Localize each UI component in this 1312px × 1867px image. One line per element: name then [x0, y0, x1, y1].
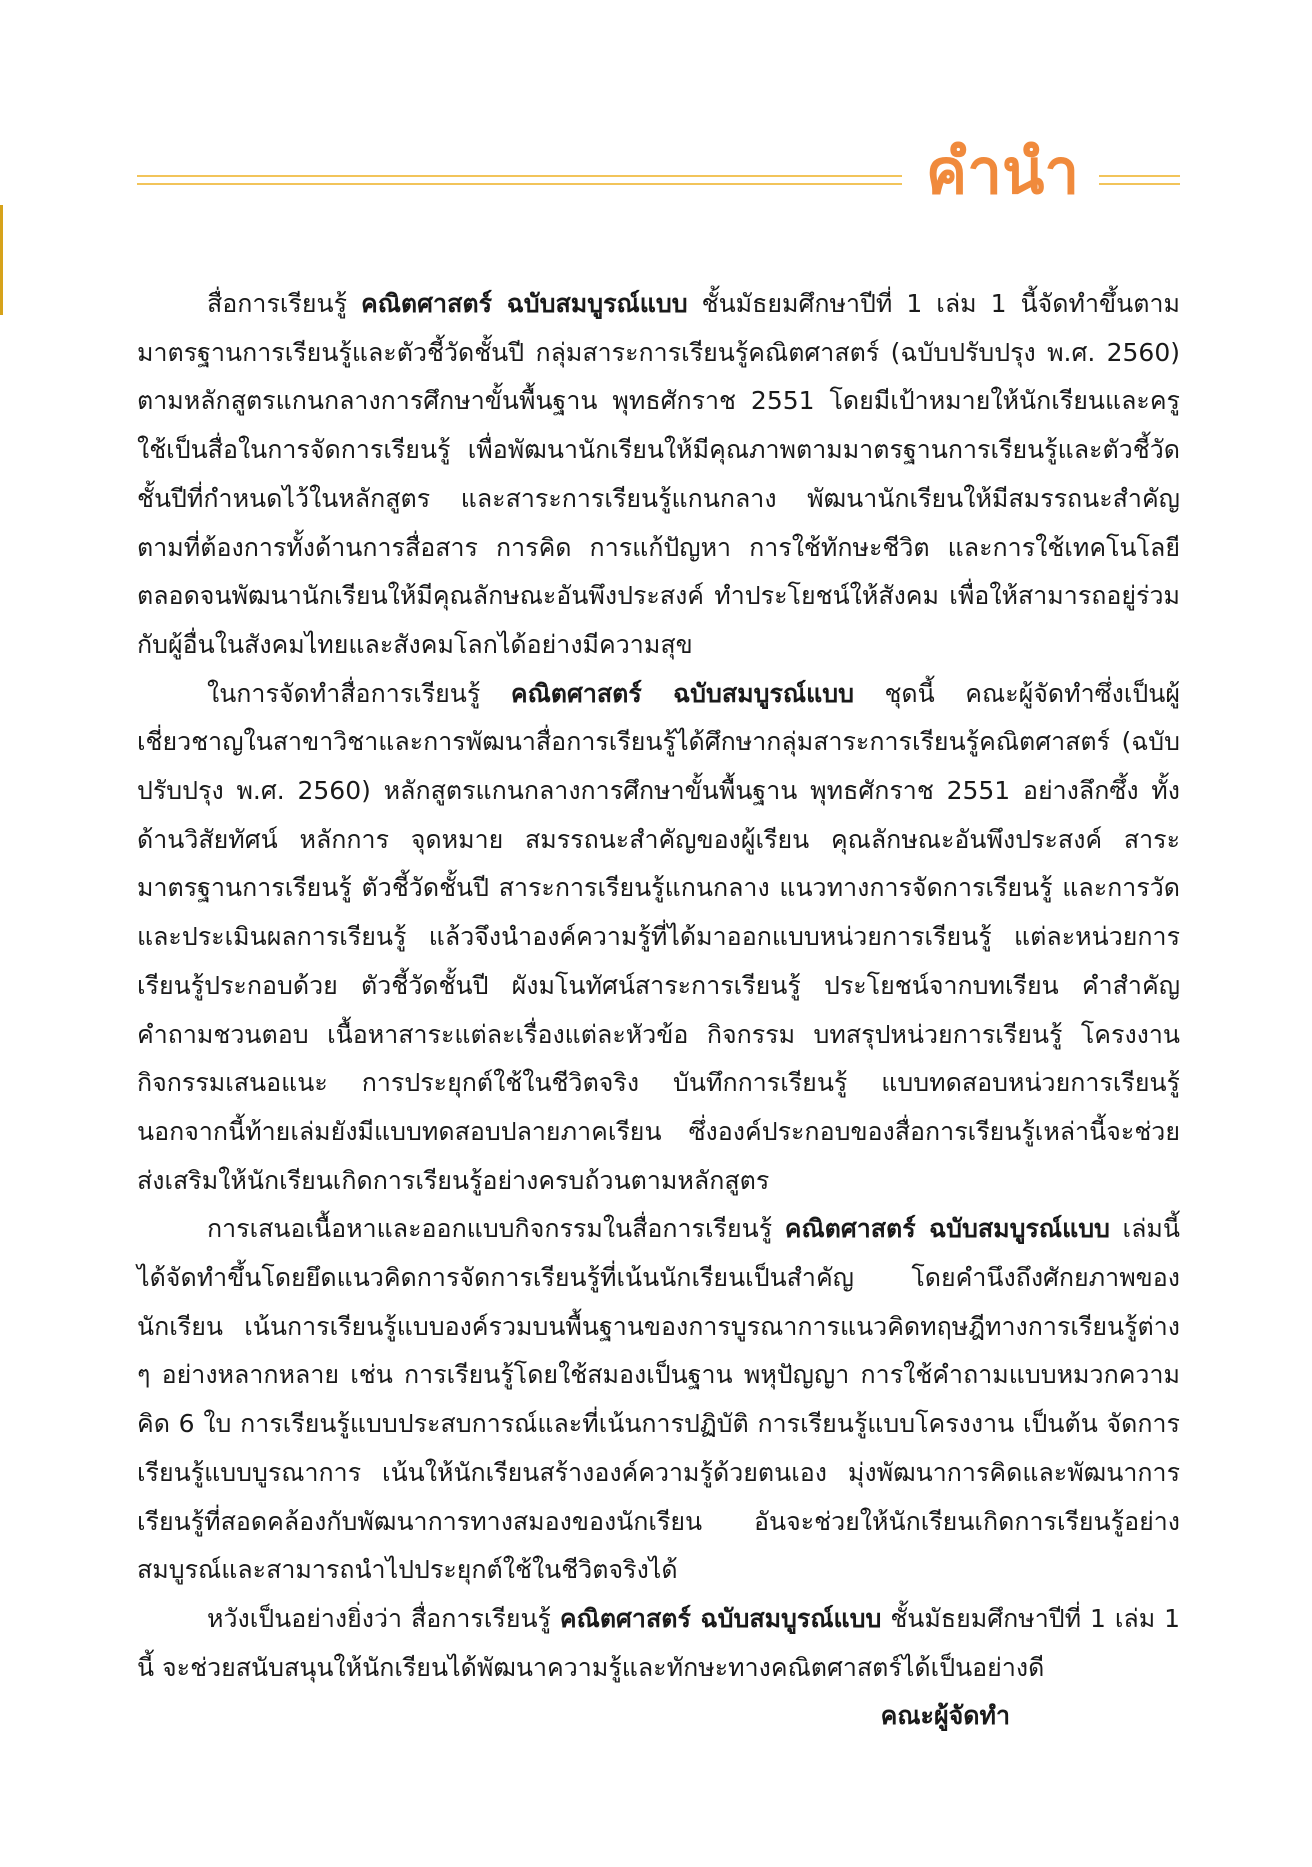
paragraph-4-intro: หวังเป็นอย่างยิ่งว่า สื่อการเรียนรู้ [207, 1603, 560, 1633]
paragraph-2-book-title: คณิตศาสตร์ ฉบับสมบูรณ์แบบ [510, 678, 854, 708]
paragraph-4-book-title: คณิตศาสตร์ ฉบับสมบูรณ์แบบ [559, 1603, 882, 1633]
paragraph-4 [137, 1595, 1180, 1692]
author-signature: คณะผู้จัดทำ [880, 1701, 1010, 1730]
paragraph-3-book-title: คณิตศาสตร์ ฉบับสมบูรณ์แบบ [784, 1214, 1110, 1244]
paragraph-3-text: เล่มนี้ ได้จัดทำขึ้นโดยยึดแนวคิดการจัดการเรียนรู้ที่เน้นนักเรียนเป็นสำคัญ โดยคำนึงถึงศักยภาพของนักเรียน เน้นการเรียนรู้แบบองค์รวมบนพื้นฐานของการบูรณาการแนวคิดทฤษฎีทางการเรียนรู้ต่าง ๆ อย่างหลากหลาย เช่น การเรียนรู้โดยใช้สมองเป็นฐาน พหุปัญญา การใช้คำถามแบบหมวกความคิด 6 ใบ การเรียนรู้แบบประสบการณ์และที่เน้นการปฏิบัติ การเรียนรู้แบบโครงงาน เป็นต้น จัดการเรียนรู้แบบบูรณาการ เน้นให้นักเรียนสร้างองค์ความรู้ด้วยตนเอง มุ่งพัฒนาการคิดและพัฒนาการเรียนรู้ที่สอดคล้องกับพัฒนาการทางสมองของนักเรียน อันจะช่วยให้นักเรียนเกิดการเรียนรู้อย่างสมบูรณ์และสามารถนำไปประยุกต์ใช้ในชีวิตจริงได้ [137, 1214, 1180, 1585]
paragraph-3-intro: การเสนอเนื้อหาและออกแบบกิจกรรมในสื่อการเรียนรู้ [207, 1214, 785, 1244]
paragraph-3 [137, 1205, 1180, 1595]
title-rule-left [137, 175, 902, 185]
preface-body [137, 280, 1180, 1692]
paragraph-4-text: ชั้นมัธยมศึกษาปีที่ 1 เล่ม 1 นี้ จะช่วยสนับสนุนให้นักเรียนได้พัฒนาความรู้และทักษะทางคณิตศาสตร์ได้เป็นอย่างดี [137, 1603, 1180, 1682]
title-rule-right [1099, 175, 1180, 185]
paragraph-1-intro: สื่อการเรียนรู้ [207, 289, 362, 318]
page-header [137, 120, 1180, 230]
page-title: คำนำ [925, 135, 1080, 208]
paragraph-1 [137, 280, 1180, 670]
page-edge-mark [0, 205, 3, 315]
paragraph-2 [137, 670, 1180, 1206]
paragraph-1-book-title: คณิตศาสตร์ ฉบับสมบูรณ์แบบ [361, 289, 688, 318]
paragraph-2-text: ชุดนี้ คณะผู้จัดทำซึ่งเป็นผู้เชี่ยวชาญในสาขาวิชาและการพัฒนาสื่อการเรียนรู้ได้ศึกษากลุ่มสาระการเรียนรู้คณิตศาสตร์ (ฉบับปรับปรุง พ.ศ. 2560) หลักสูตรแกนกลางการศึกษาขั้นพื้นฐาน พุทธศักราช 2551 อย่างลึกซึ้ง ทั้งด้านวิสัยทัศน์ หลักการ จุดหมาย สมรรถนะสำคัญของผู้เรียน คุณลักษณะอันพึงประสงค์ สาระ มาตรฐานการเรียนรู้ ตัวชี้วัดชั้นปี สาระการเรียนรู้แกนกลาง แนวทางการจัดการเรียนรู้ และการวัดและประเมินผลการเรียนรู้ แล้วจึงนำองค์ความรู้ที่ได้มาออกแบบหน่วยการเรียนรู้ แต่ละหน่วยการเรียนรู้ประกอบด้วย ตัวชี้วัดชั้นปี ผังมโนทัศน์สาระการเรียนรู้ ประโยชน์จากบทเรียน คำสำคัญ คำถามชวนตอบ เนื้อหาสาระแต่ละเรื่องแต่ละหัวข้อ กิจกรรม บทสรุปหน่วยการเรียนรู้ โครงงาน กิจกรรมเสนอแนะ การประยุกต์ใช้ในชีวิตจริง บันทึกการเรียนรู้ แบบทดสอบหน่วยการเรียนรู้ นอกจากนี้ท้ายเล่มยังมีแบบทดสอบปลายภาคเรียน ซึ่งองค์ประกอบของสื่อการเรียนรู้เหล่านี้จะช่วยส่งเสริมให้นักเรียนเกิดการเรียนรู้อย่างครบถ้วนตามหลักสูตร [137, 678, 1180, 1195]
paragraph-2-intro: ในการจัดทำสื่อการเรียนรู้ [207, 678, 511, 708]
paragraph-1-text: ชั้นมัธยมศึกษาปีที่ 1 เล่ม 1 นี้จัดทำขึ้นตามมาตรฐานการเรียนรู้และตัวชี้วัดชั้นปี กลุ่มสาระการเรียนรู้คณิตศาสตร์ (ฉบับปรับปรุง พ.ศ. 2560) ตามหลักสูตรแกนกลางการศึกษาขั้นพื้นฐาน พุทธศักราช 2551 โดยมีเป้าหมายให้นักเรียนและครูใช้เป็นสื่อในการจัดการเรียนรู้ เพื่อพัฒนานักเรียนให้มีคุณภาพตามมาตรฐานการเรียนรู้และตัวชี้วัดชั้นปีที่กำหนดไว้ในหลักสูตร และสาระการเรียนรู้แกนกลาง พัฒนานักเรียนให้มีสมรรถนะสำคัญตามที่ต้องการทั้งด้านการสื่อสาร การคิด การแก้ปัญหา การใช้ทักษะชีวิต และการใช้เทคโนโลยี ตลอดจนพัฒนานักเรียนให้มีคุณลักษณะอันพึงประสงค์ ทำประโยชน์ให้สังคม เพื่อให้สามารถอยู่ร่วมกับผู้อื่นในสังคมไทยและสังคมโลกได้อย่างมีความสุข [137, 289, 1180, 659]
